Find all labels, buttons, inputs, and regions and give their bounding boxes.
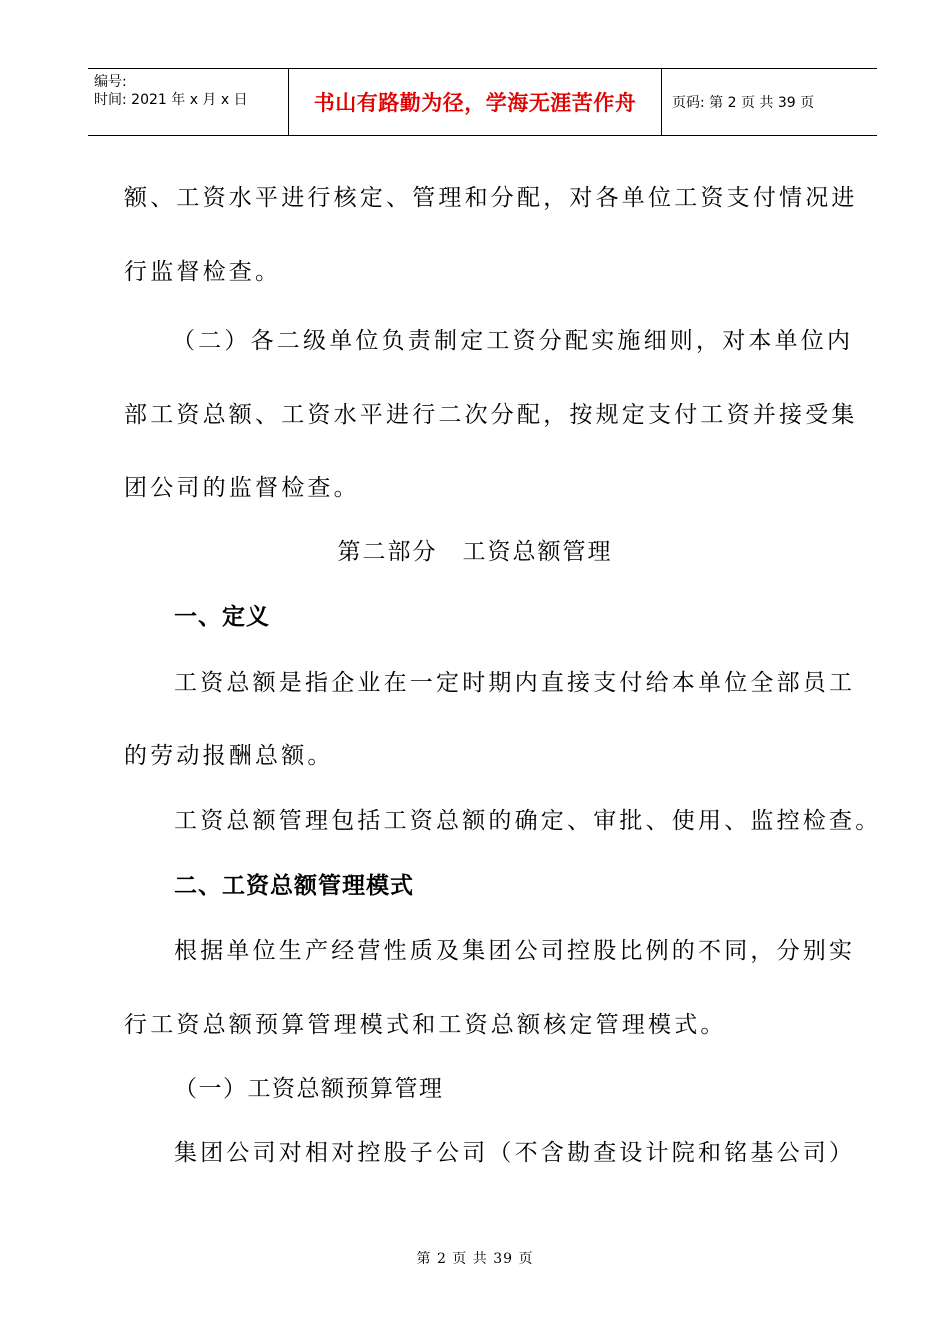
page-header: [88, 68, 877, 136]
heading-definition: 一、定义: [174, 604, 270, 630]
paragraph-line: 工资总额是指企业在一定时期内直接支付给本单位全部员工: [174, 670, 856, 696]
paragraph-line: 工资总额管理包括工资总额的确定、审批、使用、监控检查。: [174, 808, 882, 834]
paragraph-line: 的劳动报酬总额。: [124, 743, 334, 769]
header-motto: 书山有路勤为径，学海无涯苦作舟: [288, 69, 662, 135]
paragraph-line: 团公司的监督检查。: [124, 475, 360, 501]
subheading-budget-management: （一）工资总额预算管理: [174, 1076, 444, 1102]
paragraph-line: （二）各二级单位负责制定工资分配实施细则，对本单位内: [172, 328, 854, 354]
paragraph-line: 行工资总额预算管理模式和工资总额核定管理模式。: [124, 1012, 727, 1038]
paragraph-line: 根据单位生产经营性质及集团公司控股比例的不同，分别实: [174, 938, 856, 964]
paragraph-line: 额、工资水平进行核定、管理和分配，对各单位工资支付情况进: [124, 185, 858, 211]
document-number-label: 编号:: [94, 74, 127, 90]
paragraph-line: 行监督检查。: [124, 259, 282, 285]
paragraph-line: 部工资总额、工资水平进行二次分配，按规定支付工资并接受集: [124, 402, 858, 428]
header-page-info: 页码: 第 2 页 共 39 页: [672, 95, 815, 111]
header-meta: [88, 69, 288, 135]
section-title: 第二部分 工资总额管理: [337, 539, 613, 565]
page-footer: 第 2 页 共 39 页: [416, 1251, 534, 1267]
heading-management-mode: 二、工资总额管理模式: [174, 873, 414, 899]
paragraph-line: 集团公司对相对控股子公司（不含勘查设计院和铭基公司）: [174, 1140, 856, 1166]
document-time: 时间: 2021 年 x 月 x 日: [94, 92, 248, 108]
